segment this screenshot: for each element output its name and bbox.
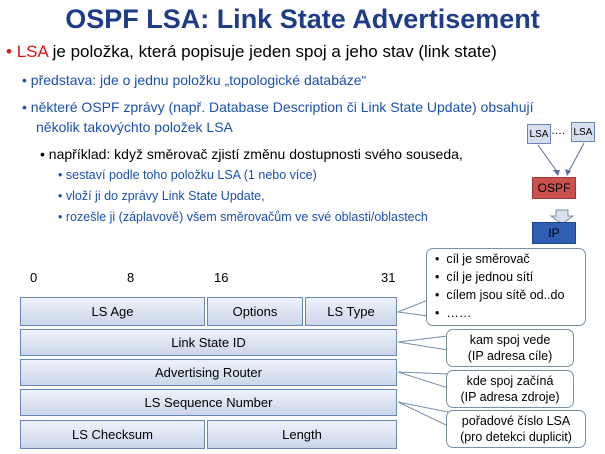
field-advertising-router: Advertising Router (20, 359, 397, 386)
bullet-marker: • (40, 146, 45, 162)
field-ls-checksum: LS Checksum (20, 420, 205, 449)
callout-ls-type (426, 248, 586, 326)
bullet-marker: • (6, 42, 12, 61)
callout-line: (IP adresa zdroje) (460, 390, 560, 404)
bullet-text: například: když směrovač zjistí změnu dostupnosti svého souseda, (48, 146, 463, 162)
bit-label-8: 8 (127, 270, 135, 285)
field-ls-age: LS Age (20, 297, 205, 326)
bullet-marker: • (22, 72, 27, 88)
callout-line: (pro detekci duplicit) (460, 430, 572, 444)
callout-line: kam spoj vede (469, 333, 551, 347)
bullet-marker: • (58, 210, 63, 224)
lsa-box-left: LSA (527, 124, 551, 144)
bullet-text: vloží ji do zprávy Link State Update, (65, 189, 265, 203)
callout-advertising-router (446, 370, 574, 408)
pointer-link-state-id (398, 336, 448, 350)
callout-line: (IP adresa cíle) (467, 349, 553, 363)
field-link-state-id: Link State ID (20, 329, 397, 356)
bullet-level2-b-cont: několik takovýchto položek LSA (36, 119, 233, 135)
bit-label-31: 31 (381, 270, 396, 285)
callout-line: pořadové číslo LSA (461, 414, 571, 428)
field-ls-type: LS Type (305, 297, 397, 326)
pointer-advertising-router (398, 372, 448, 388)
bullet-marker: • (22, 99, 27, 115)
bit-label-0: 0 (30, 270, 38, 285)
lsa-highlight: LSA (16, 42, 48, 61)
bit-label-16: 16 (214, 270, 229, 285)
callout-item: • cíl je směrovač (435, 252, 530, 266)
callout-item: • cílem jsou sítě od..do (435, 288, 565, 302)
ip-box: IP (532, 222, 576, 244)
callout-link-state-id (446, 329, 574, 367)
callout-line: kde spoj začíná (466, 374, 554, 388)
field-options: Options (207, 297, 303, 326)
lsa-box-right: LSA (571, 122, 595, 142)
bullet-marker: • (58, 168, 63, 182)
bullet-text: sestaví podle toho položku LSA (1 nebo více) (65, 168, 317, 182)
callout-item: • …… (435, 306, 472, 320)
bullet-text: rozešle ji (záplavově) všem směrovačům ve své oblasti/oblastech (65, 210, 428, 224)
bullet-marker: • (58, 189, 63, 203)
page-title: OSPF LSA: Link State Advertisement (65, 4, 540, 34)
callout-item: • cíl je jednou sítí (435, 270, 534, 284)
pointer-ls-type (398, 300, 428, 316)
callout-sequence (446, 410, 586, 448)
bullet-text: představa: jde o jednu položku „topologické databáze“ (30, 72, 367, 88)
lsa-dots: …. (551, 125, 566, 137)
bullet-text: je položka, která popisuje jeden spoj a jeho stav (link state) (47, 42, 497, 61)
field-length: Length (207, 420, 397, 449)
field-ls-sequence-number: LS Sequence Number (20, 389, 397, 416)
bullet-text: některé OSPF zprávy (např. Database Description či Link State Update) obsahují (30, 99, 534, 115)
pointer-sequence (398, 402, 448, 426)
ospf-box: OSPF (532, 177, 576, 199)
